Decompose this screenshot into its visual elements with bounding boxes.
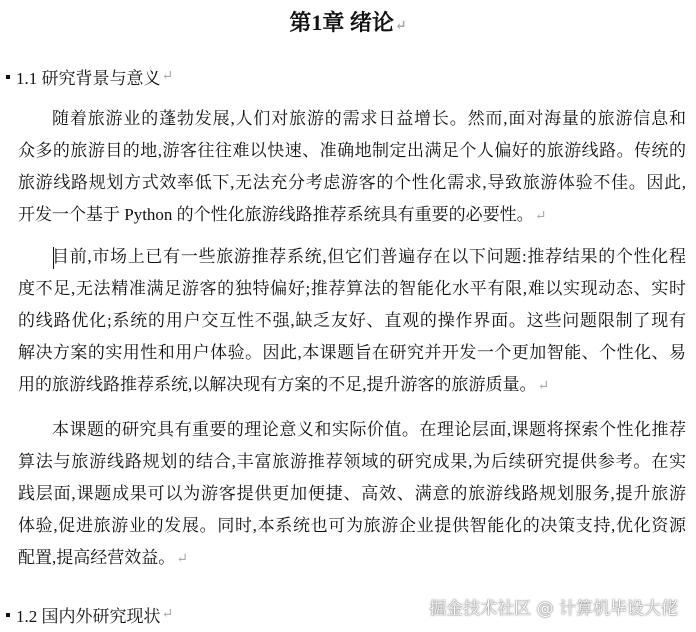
text-line-content: 配置,提高经营效益。 xyxy=(18,548,176,567)
chapter-title xyxy=(0,6,696,37)
section-heading-text: 1.1 研究背景与意义 xyxy=(16,69,161,88)
text-line: 众多的旅游目的地,游客往往难以快速、准确地制定出满足个人偏好的旅游线路。传统的 xyxy=(18,141,686,160)
paragraph-mark-icon: ↵ xyxy=(161,69,174,84)
paragraph-mark-icon: ↵ xyxy=(176,552,188,567)
text-line: 旅游线路规划方式效率低下,无法充分考虑游客的个性化需求,导致旅游体验不佳。因此, xyxy=(18,173,686,192)
text-line: 度不足,无法精准满足游客的独特偏好;推荐算法的智能化水平有限,难以实现动态、实时 xyxy=(18,279,686,298)
section-heading-text: 1.2 国内外研究现状 xyxy=(16,607,161,626)
text-line: 的线路优化;系统的用户交互性不强,缺乏友好、直观的操作界面。这些问题限制了现有 xyxy=(18,311,686,330)
section-heading-1-1 xyxy=(6,64,173,89)
text-line-content: 用的旅游线路推荐系统,以解决现有方案的不足,提升游客的旅游质量。 xyxy=(18,375,537,394)
paragraph-mark-icon: ↵ xyxy=(394,19,407,34)
text-line: 随着旅游业的蓬勃发展,人们对旅游的需求日益增长。然而,面对海量的旅游信息和 xyxy=(52,109,686,128)
text-line: 本课题的研究具有重要的理论意义和实际价值。在理论层面,课题将探索个性化推荐 xyxy=(52,420,686,439)
text-line[interactable]: 目前,市场上已有一些旅游推荐系统,但它们普遍存在以下问题:推荐结果的个性化程 xyxy=(52,247,686,266)
text-line: 践层面,课题成果可以为游客提供更加便捷、高效、满意的旅游线路规划服务,提升旅游 xyxy=(18,484,686,503)
text-line xyxy=(18,374,686,398)
text-line-content: 开发一个基于 Python 的个性化旅游线路推荐系统具有重要的必要性。 xyxy=(18,205,534,224)
section-heading-1-2 xyxy=(6,602,173,627)
bullet-icon xyxy=(6,75,10,79)
text-line xyxy=(18,204,686,228)
text-line: 算法与旅游线路规划的结合,丰富旅游推荐领域的研究成果,为后续研究提供参考。在实 xyxy=(18,452,686,471)
bullet-icon xyxy=(6,613,10,617)
watermark: 掘金技术社区 @ 计算机毕设大佬 xyxy=(429,599,678,619)
text-line: 解决方案的实用性和用户体验。因此,本课题旨在研究并开发一个更加智能、个性化、易 xyxy=(18,343,686,362)
paragraph-mark-icon: ↵ xyxy=(537,379,550,394)
paragraph-mark-icon: ↵ xyxy=(161,607,174,622)
chapter-title-text: 第1章 绪论 xyxy=(289,10,394,35)
text-line: 体验,促进旅游业的发展。同时,本系统也可为旅游企业提供智能化的决策支持,优化资源 xyxy=(18,516,686,535)
text-line xyxy=(18,547,686,571)
paragraph-mark-icon: ↵ xyxy=(534,209,547,224)
